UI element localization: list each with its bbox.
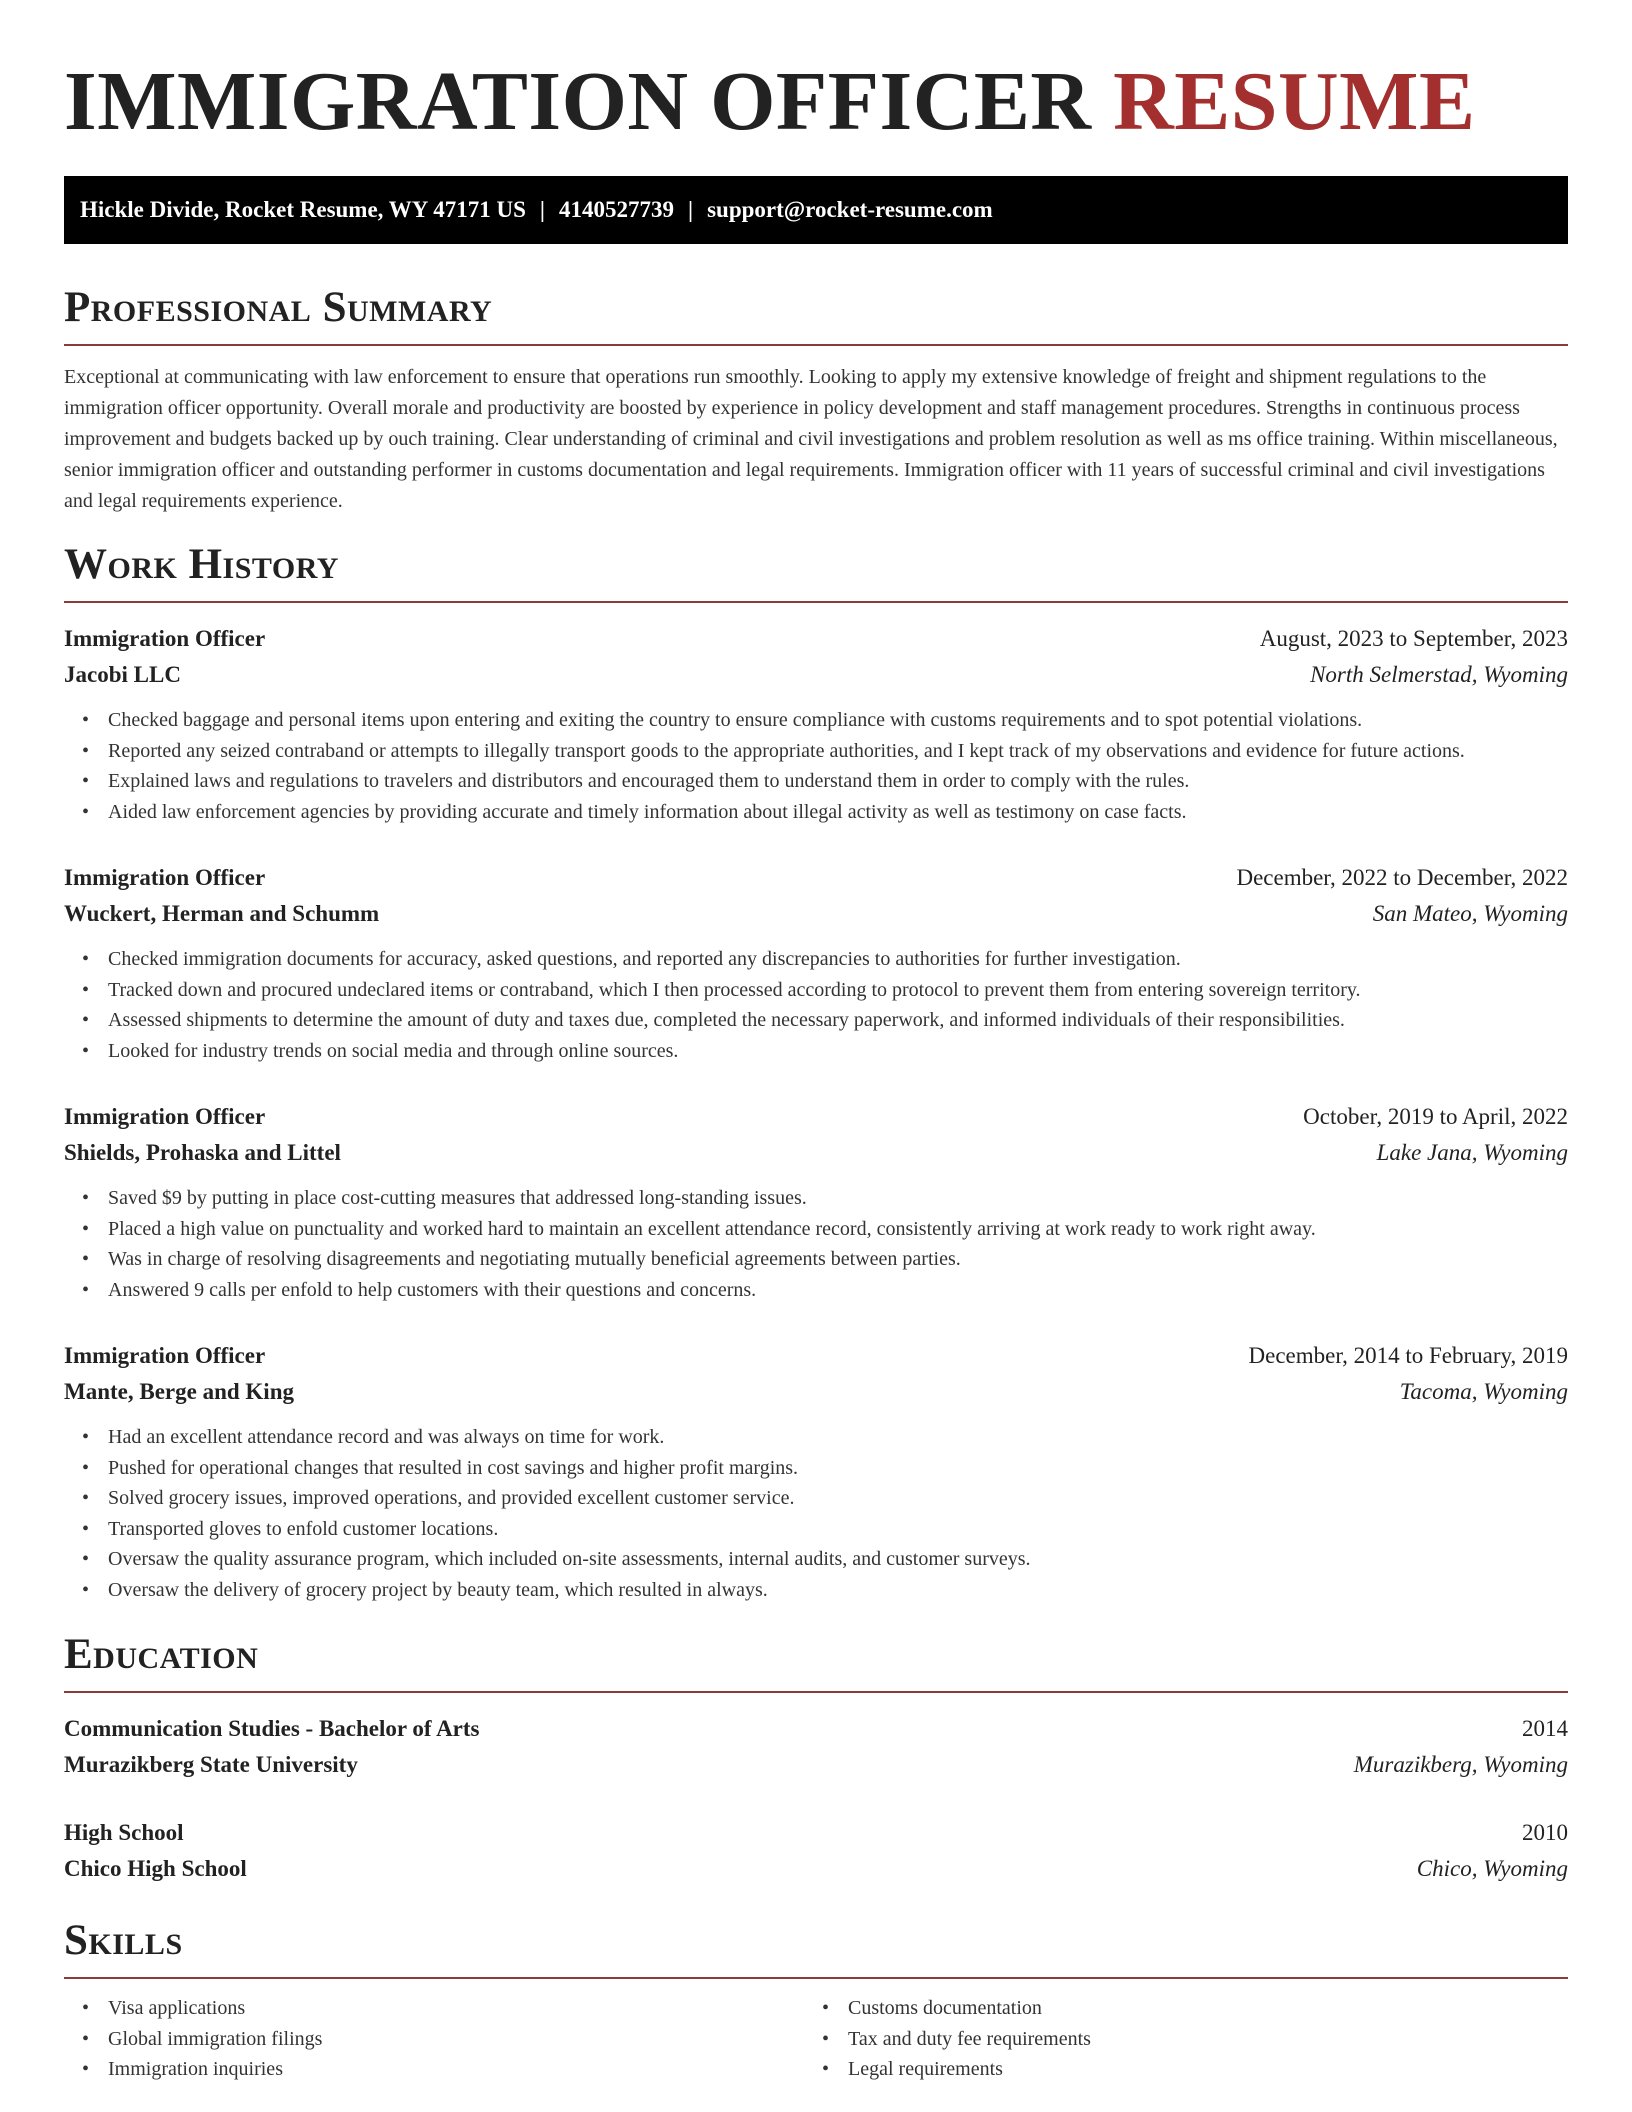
section-heading-summary: Professional Summary [64,284,493,331]
skill-item: • Customs documentation [804,1993,1544,2024]
job-company: Shields, Prohaska and Littel [64,1140,341,1165]
skills-list-right [804,1993,1544,2085]
skill-item: • Visa applications [64,1993,804,2024]
list-item: • Explained laws and regulations to travelers and distributors and encouraged them to understand them in order to comply with the rules. [64,766,1568,797]
section-heading-education: Education [64,1631,259,1678]
section-heading-work-history: Work History [64,541,339,588]
education-degree: High School [64,1820,184,1845]
education-section [64,1629,1568,1887]
list-item: • Solved grocery issues, improved operations, and provided excellent customer service. [64,1483,1568,1514]
job-dates: August, 2023 to September, 2023 [1259,626,1568,651]
education-year: 2010 [1522,1820,1568,1845]
list-item: • Pushed for operational changes that resulted in cost savings and higher profit margins. [64,1453,1568,1484]
list-item: • Tracked down and procured undeclared items or contraband, which I then processed according to protocol to prevent them from entering sovereign territory. [64,975,1568,1006]
list-item: • Saved $9 by putting in place cost-cutting measures that addressed long-standing issues. [64,1183,1568,1214]
skills-section [64,1915,1568,2085]
education-entry [64,1815,1568,1887]
list-item: • Looked for industry trends on social media and through online sources. [64,1036,1568,1067]
job-title: Immigration Officer [64,1104,266,1129]
job-location: North Selmerstad, Wyoming [1310,662,1568,687]
contact-separator: | [688,197,694,222]
list-item: • Placed a high value on punctuality and worked hard to maintain an excellent attendance record, consistently arriving at work ready to work right away. [64,1214,1568,1245]
job-dates: October, 2019 to April, 2022 [1303,1104,1568,1129]
list-item: • Assessed shipments to determine the amount of duty and taxes due, completed the necessary paperwork, and informed individuals of their responsibilities. [64,1005,1568,1036]
skill-item: • Immigration inquiries [64,2054,804,2085]
list-item: • Transported gloves to enfold customer locations. [64,1514,1568,1545]
job-bullets [64,1183,1568,1305]
job-location: Tacoma, Wyoming [1399,1379,1568,1404]
contact-email: support@rocket-resume.com [707,197,993,222]
job-entry [64,860,1568,1066]
education-school: Murazikberg State University [64,1752,358,1777]
title-main: IMMIGRATION OFFICER [64,55,1092,148]
list-item: • Had an excellent attendance record and was always on time for work. [64,1422,1568,1453]
skill-item: • Legal requirements [804,2054,1544,2085]
job-location: Lake Jana, Wyoming [1376,1140,1568,1165]
job-company: Mante, Berge and King [64,1379,294,1404]
section-heading-skills: Skills [64,1917,183,1964]
list-item: • Checked immigration documents for accuracy, asked questions, and reported any discrepancies to authorities for further investigation. [64,944,1568,975]
job-entry [64,1099,1568,1305]
list-item: • Answered 9 calls per enfold to help customers with their questions and concerns. [64,1275,1568,1306]
job-title: Immigration Officer [64,626,266,651]
job-title: Immigration Officer [64,865,266,890]
education-entry [64,1711,1568,1783]
resume-title [64,0,1568,152]
education-location: Murazikberg, Wyoming [1353,1752,1568,1777]
job-entry [64,621,1568,827]
section-divider [64,1691,1568,1693]
job-company: Jacobi LLC [64,662,181,687]
contact-address: Hickle Divide, Rocket Resume, WY 47171 US [80,197,526,222]
job-bullets [64,1422,1568,1605]
summary-text: Exceptional at communicating with law enforcement to ensure that operations run smoothly. Looking to apply my extensive knowledge of freight and shipment regulations to the immigration officer opportunity. Overall morale and productivity are boosted by experience in policy development and staff management procedures. Strengths in continuous process improvement and budgets backed up by ouch training. Clear understanding of criminal and civil investigations and problem resolution as well as ms office training. Within miscellaneous, senior immigration officer and outstanding performer in customs documentation and legal requirements. Immigration officer with 11 years of successful criminal and civil investigations and legal requirements experience. [64,366,1558,512]
resume-page [64,0,1568,2085]
job-company: Wuckert, Herman and Schumm [64,901,380,926]
list-item: • Oversaw the quality assurance program, which included on-site assessments, internal audits, and customer surveys. [64,1544,1568,1575]
summary-section [64,282,1568,517]
skills-list-left [64,1993,804,2085]
job-title: Immigration Officer [64,1343,266,1368]
job-dates: December, 2014 to February, 2019 [1248,1343,1568,1368]
contact-phone: 4140527739 [559,197,674,222]
section-divider [64,601,1568,603]
job-bullets [64,944,1568,1066]
skill-item: • Global immigration filings [64,2024,804,2055]
list-item: • Was in charge of resolving disagreements and negotiating mutually beneficial agreements between parties. [64,1244,1568,1275]
education-school: Chico High School [64,1856,247,1881]
education-degree: Communication Studies - Bachelor of Arts [64,1716,480,1741]
title-accent: RESUME [1113,55,1476,148]
job-bullets [64,705,1568,827]
list-item: • Oversaw the delivery of grocery project by beauty team, which resulted in always. [64,1575,1568,1606]
contact-bar [64,176,1568,244]
job-location: San Mateo, Wyoming [1372,901,1568,926]
education-location: Chico, Wyoming [1416,1856,1568,1881]
list-item: • Checked baggage and personal items upon entering and exiting the country to ensure compliance with customs requirements and to spot potential violations. [64,705,1568,736]
list-item: • Reported any seized contraband or attempts to illegally transport goods to the appropriate authorities, and I kept track of my observations and evidence for future actions. [64,736,1568,767]
contact-separator: | [539,197,545,222]
section-divider [64,1977,1568,1979]
work-history-section [64,539,1568,1605]
skill-item: • Tax and duty fee requirements [804,2024,1544,2055]
section-divider [64,344,1568,346]
job-entry [64,1338,1568,1605]
skills-columns [64,1993,1568,2085]
education-year: 2014 [1522,1716,1568,1741]
list-item: • Aided law enforcement agencies by providing accurate and timely information about illegal activity as well as testimony on case facts. [64,797,1568,828]
job-dates: December, 2022 to December, 2022 [1236,865,1568,890]
